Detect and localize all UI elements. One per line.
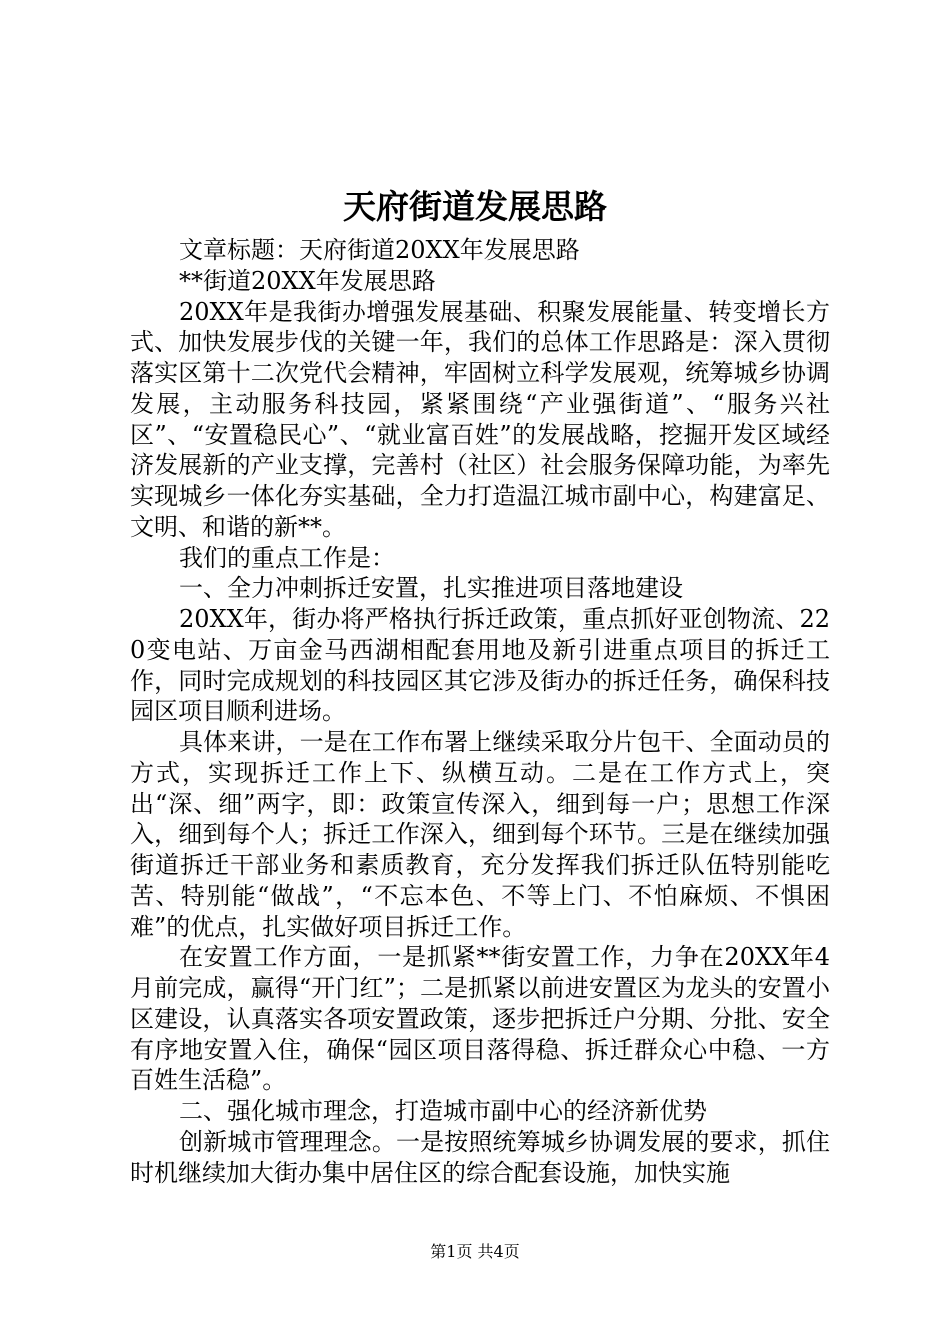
page-footer: 第1页 共4页 bbox=[430, 1242, 520, 1261]
paragraph-resettlement: 在安置工作方面，一是抓紧**街安置工作，力争在20XX年4月前完成，赢得“开门红”；二是抓紧以前进安置区为龙头的安置小区建设，认真落实各项安置政策，逐步把拆迁户分期、分批、安全有序地安置入住，确保“园区项目落得稳、拆迁群众心中稳、一方百姓生活稳”。 bbox=[130, 943, 830, 1095]
article-title-line: 文章标题：天府街道20XX年发展思路 bbox=[179, 236, 580, 264]
paragraph-city-management: 创新城市管理理念。一是按照统筹城乡协调发展的要求，抓住时机继续加大街办集中居住区的综合配套设施，加快实施 bbox=[130, 1127, 830, 1187]
section-heading-2: 二、强化城市理念，打造城市副中心的经济新优势 bbox=[179, 1097, 707, 1125]
paragraph-overview: 20XX年是我街办增强发展基础、积聚发展能量、转变增长方式、加快发展步伐的关键一年，我们的总体工作思路是：深入贯彻落实区第十二次党代会精神，牢固树立科学发展观，统筹城乡协调发展，主动服务科技园，紧紧围绕“产业强街道”、“服务兴社区”、“安置稳民心”、“就业富百姓”的发展战略，挖掘开发区域经济发展新的产业支撑，完善村（社区）社会服务保障功能，为率先实现城乡一体化夯实基础，全力打造温江城市副中心，构建富足、文明、和谐的新**。 bbox=[130, 297, 830, 541]
subtitle-line: **街道20XX年发展思路 bbox=[179, 266, 436, 295]
paragraph-demolition-details: 具体来讲，一是在工作布署上继续采取分片包干、全面动员的方式，实现拆迁工作上下、纵横互动。二是在工作方式上，突出“深、细”两字，即：政策宣传深入，细到每一户；思想工作深入，细到每个人；拆迁工作深入，细到每个环节。三是在继续加强街道拆迁干部业务和素质教育，充分发挥我们拆迁队伍特别能吃苦、特别能“做战”，“不忘本色、不等上门、不怕麻烦、不惧困难”的优点，扎实做好项目拆迁工作。 bbox=[130, 728, 830, 941]
document-title: 天府街道发展思路 bbox=[343, 187, 607, 226]
section-heading-1: 一、全力冲刺拆迁安置，扎实推进项目落地建设 bbox=[179, 574, 683, 603]
paragraph-demolition-plan: 20XX年，街办将严格执行拆迁政策，重点抓好亚创物流、220变电站、万亩金马西湖相配套用地及新引进重点项目的拆迁工作，同时完成规划的科技园区其它涉及街办的拆迁任务，确保科技园区项目顺利进场。 bbox=[130, 605, 830, 726]
document-body bbox=[130, 235, 830, 1188]
paragraph-key-work-intro: 我们的重点工作是： bbox=[179, 543, 395, 572]
